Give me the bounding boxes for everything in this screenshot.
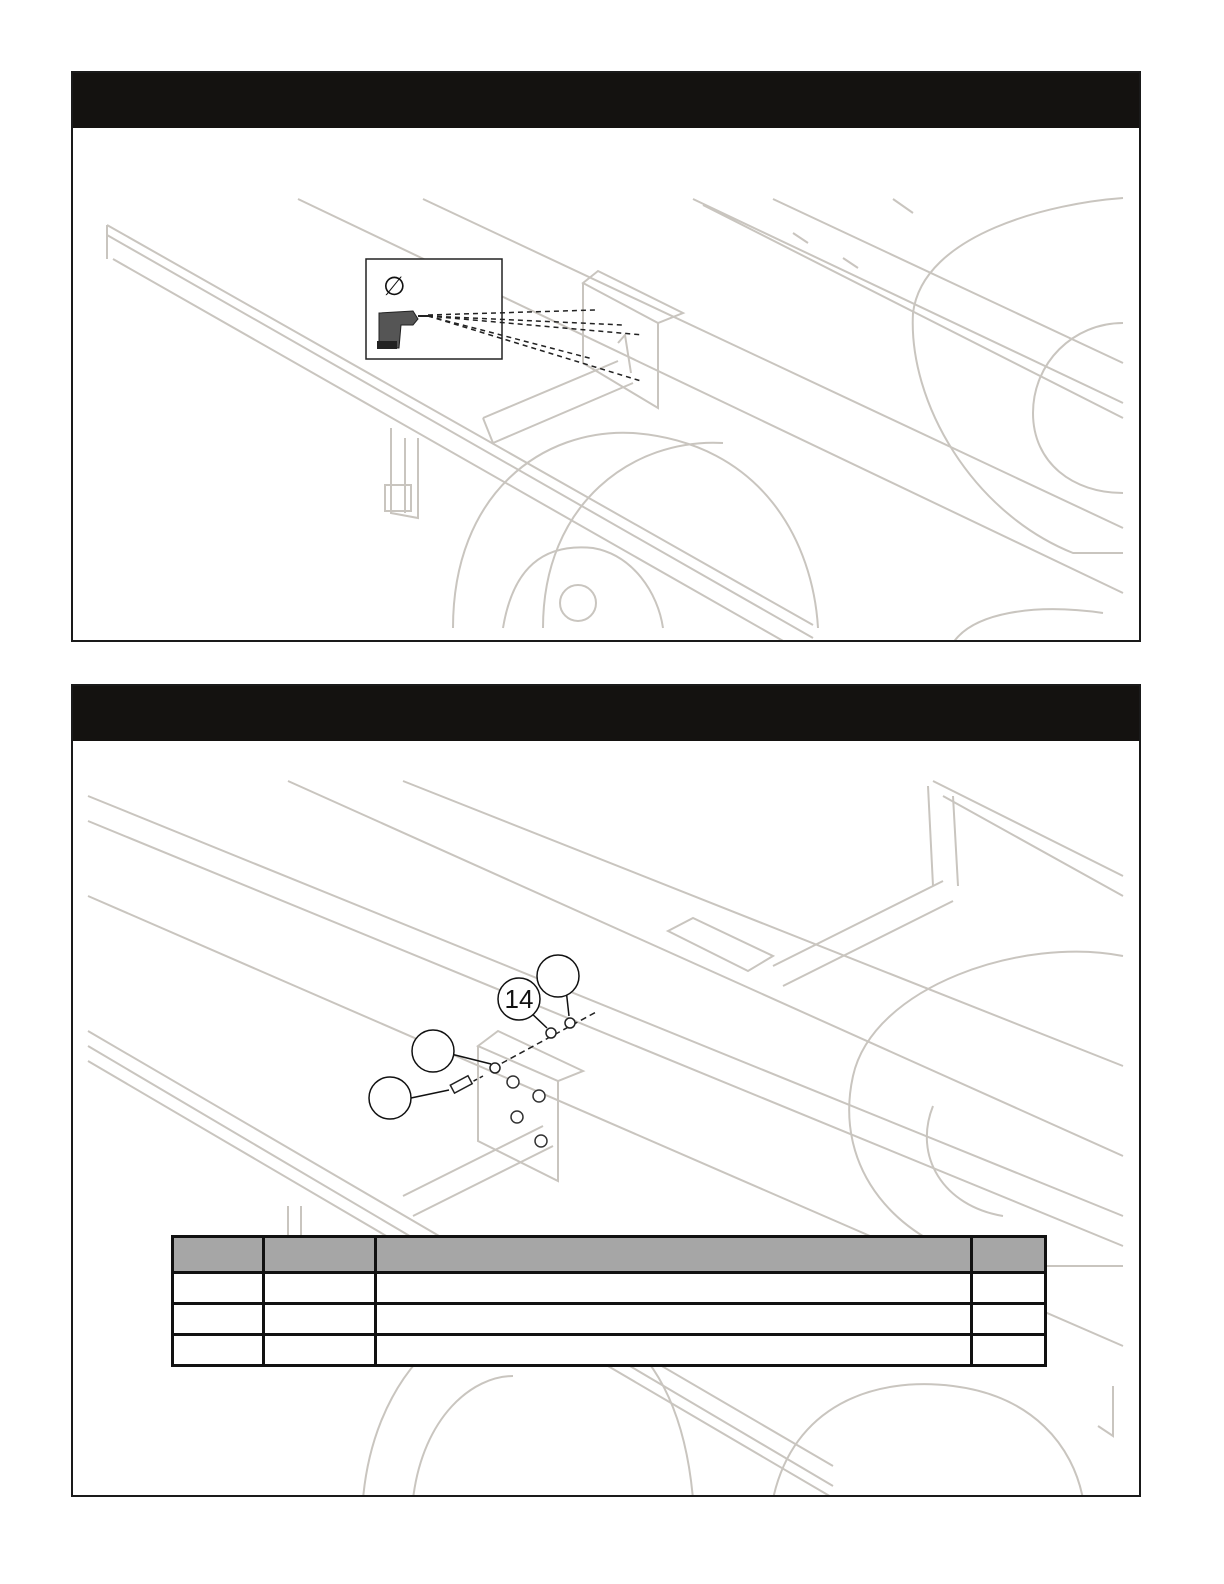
callout-circle-washer bbox=[412, 1030, 454, 1072]
table-row bbox=[173, 1273, 1046, 1304]
table-cell bbox=[972, 1304, 1046, 1335]
parts-table-header-cell bbox=[173, 1237, 264, 1273]
table-cell bbox=[376, 1335, 972, 1366]
table-cell bbox=[263, 1335, 376, 1366]
table-row bbox=[173, 1335, 1046, 1366]
parts-table-header-row bbox=[173, 1237, 1046, 1273]
table-cell bbox=[376, 1273, 972, 1304]
table-row bbox=[173, 1304, 1046, 1335]
step-panel-2 bbox=[71, 684, 1141, 1497]
table-cell bbox=[173, 1335, 264, 1366]
callout-label-14: 14 bbox=[504, 984, 534, 1014]
parts-table-header-cell bbox=[376, 1237, 972, 1273]
parts-table-header-cell bbox=[972, 1237, 1046, 1273]
parts-table bbox=[171, 1235, 1047, 1367]
diameter-symbol: ∅ bbox=[383, 271, 406, 301]
trailer-frame-bolt-illustration bbox=[73, 686, 1141, 1497]
step-panel-1 bbox=[71, 71, 1141, 642]
callout-circle-nut bbox=[537, 955, 579, 997]
table-cell bbox=[263, 1273, 376, 1304]
parts-table-header-cell bbox=[263, 1237, 376, 1273]
table-cell bbox=[972, 1335, 1046, 1366]
trailer-frame-drill-illustration bbox=[73, 73, 1141, 642]
table-cell bbox=[173, 1304, 264, 1335]
table-cell bbox=[376, 1304, 972, 1335]
table-cell bbox=[972, 1273, 1046, 1304]
callout-circle-bolt bbox=[369, 1077, 411, 1119]
table-cell bbox=[173, 1273, 264, 1304]
table-cell bbox=[263, 1304, 376, 1335]
step-header-2 bbox=[73, 686, 1139, 741]
step-header-1 bbox=[73, 73, 1139, 128]
